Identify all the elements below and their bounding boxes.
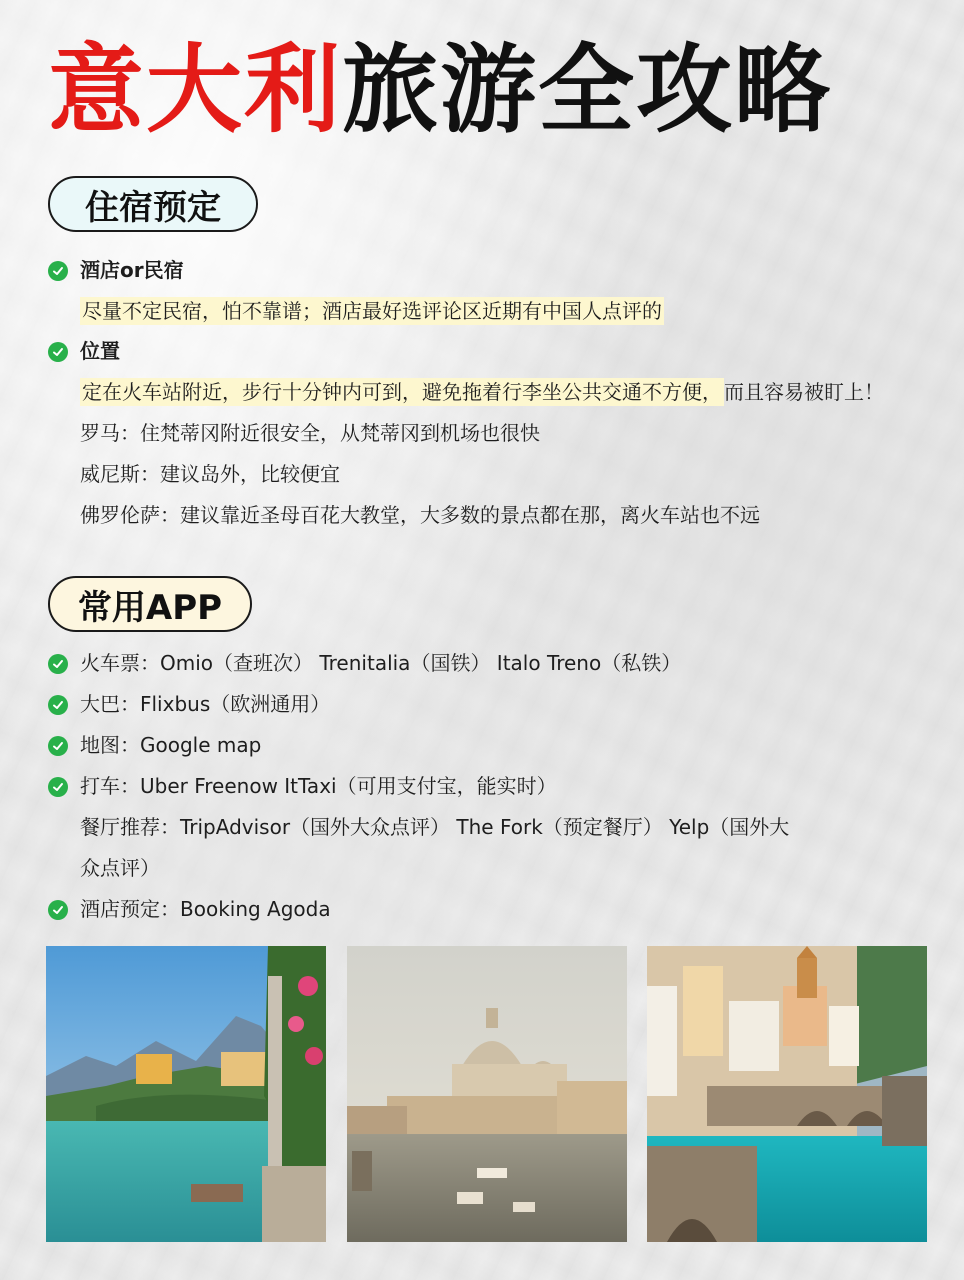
app-bus: 大巴：Flixbus（欧洲通用） xyxy=(80,692,331,716)
section-heading-apps: 常用APP xyxy=(48,576,252,632)
app-train: 火车票：Omio（查班次） Trenitalia（国铁） Italo Treno（私铁） xyxy=(80,651,682,675)
section-heading-accommodation: 住宿预定 xyxy=(48,176,258,232)
check-icon xyxy=(48,654,68,674)
app-taxi: 打车：Uber Freenow ItTaxi（可用支付宝，能实时） xyxy=(80,774,557,798)
app-restaurant: 餐厅推荐：TripAdvisor（国外大众点评） The Fork（预定餐厅） Yelp（国外大 xyxy=(80,815,790,839)
check-icon xyxy=(48,900,68,920)
item-hotel-or-bnb-text: 尽量不定民宿，怕不靠谱；酒店最好选评论区近期有中国人点评的 xyxy=(82,299,662,323)
photo-lake-como xyxy=(46,946,326,1242)
title-red: 意大利 xyxy=(48,34,342,146)
check-icon xyxy=(48,342,68,362)
app-restaurant-cont: 众点评） xyxy=(80,856,160,880)
location-rome: 罗马：住梵蒂冈附近很安全，从梵蒂冈到机场也很快 xyxy=(80,421,540,445)
item-hotel-or-bnb-title: 酒店or民宿 xyxy=(80,258,184,282)
check-icon xyxy=(48,736,68,756)
photo-amalfi-coast xyxy=(647,946,927,1242)
check-icon xyxy=(48,261,68,281)
app-hotel: 酒店预定：Booking Agoda xyxy=(80,897,331,921)
title-black: 旅游全攻略 xyxy=(342,34,832,146)
app-map: 地图：Google map xyxy=(80,733,262,757)
location-florence: 佛罗伦萨：建议靠近圣母百花大教堂，大多数的景点都在那，离火车站也不远 xyxy=(80,503,760,527)
check-icon xyxy=(48,695,68,715)
photo-venice xyxy=(347,946,627,1242)
item-location-title: 位置 xyxy=(80,339,120,363)
check-icon xyxy=(48,777,68,797)
page-title xyxy=(48,30,832,150)
location-venice: 威尼斯：建议岛外，比较便宜 xyxy=(80,462,340,486)
item-location-text: 定在火车站附近，步行十分钟内可到，避免拖着行李坐公共交通不方便， 而且容易被盯上！ xyxy=(82,380,884,404)
